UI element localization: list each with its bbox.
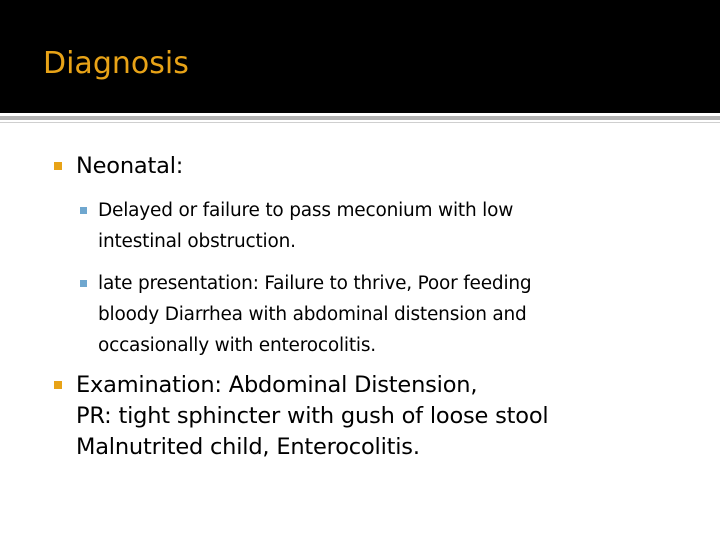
bullet-line: Examination: Abdominal Distension, (76, 372, 478, 398)
title-divider (0, 116, 720, 120)
bullet-line: occasionally with enterocolitis. (98, 335, 376, 356)
bullet-line: Malnutrited child, Enterocolitis. (76, 434, 420, 460)
bullet-text (98, 195, 513, 257)
title-divider-thin (0, 122, 720, 123)
bullet-line: bloody Diarrhea with abdominal distension and (98, 304, 527, 325)
square-bullet-icon (54, 162, 62, 170)
bullet-line: late presentation: Failure to thrive, Poor feeding (98, 273, 532, 294)
square-bullet-icon (80, 280, 87, 287)
square-bullet-icon (54, 381, 62, 389)
title-bar (0, 0, 720, 113)
bullet-line: Neonatal: (76, 153, 184, 179)
bullet-text (76, 151, 183, 182)
bullet-text (76, 370, 548, 463)
square-bullet-icon (80, 207, 87, 214)
slide-title: Diagnosis (43, 46, 189, 81)
bullet-text (98, 268, 531, 361)
bullet-line: PR: tight sphincter with gush of loose stool (76, 403, 549, 429)
bullet-line: intestinal obstruction. (98, 231, 296, 252)
bullet-line: Delayed or failure to pass meconium with low (98, 200, 514, 221)
